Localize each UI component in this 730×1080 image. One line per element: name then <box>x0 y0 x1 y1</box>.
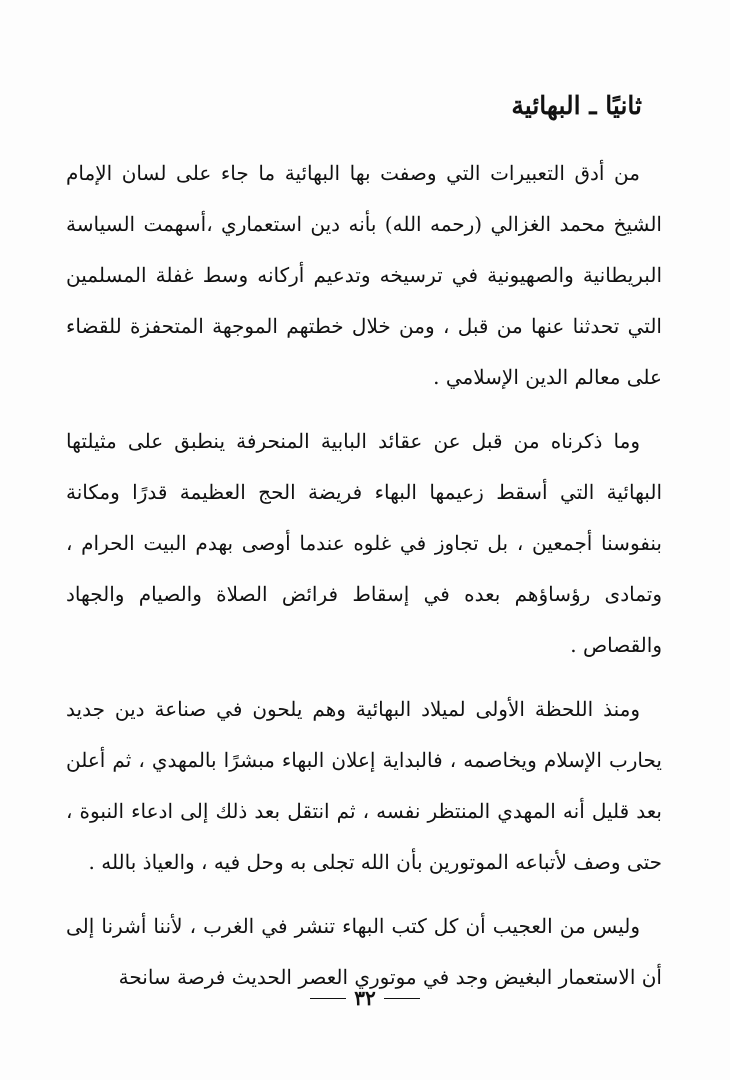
page-number: ٣٢ <box>354 986 376 1010</box>
paragraph-3: ومنذ اللحظة الأولى لميلاد البهائية وهم يلحون في صناعة دين جديد يحارب الإسلام ويخاصمه ، فالبداية إعلان البهاء مبشرًا بالمهدي ، ثم أعلن بعد قليل أنه المهدي المنتظر نفسه ، ثم انتقل بعد ذلك إلى ادعاء النبوة ، حتى وصف لأتباعه الموتورين بأن الله تجلى به وحل فيه ، والعياذ بالله . <box>66 697 662 874</box>
paragraph-2: وما ذكرناه من قبل عن عقائد البابية المنحرفة ينطبق على مثيلتها البهائية التي أسقط زعيمها البهاء فريضة الحج العظيمة قدرًا ومكانة بنفوسنا أجمعين ، بل تجاوز في غلوه عندما أوصى بهدم البيت الحرام ، وتمادى رؤساؤهم بعده في إسقاط فرائض الصلاة والصيام والجهاد والقصاص . <box>66 429 662 657</box>
footer-rule-left <box>310 998 346 999</box>
footer-rule-right <box>384 998 420 999</box>
page-body <box>66 148 662 1016</box>
page-footer <box>0 984 730 1012</box>
section-heading: ثانيًا ـ البهائية <box>511 91 642 120</box>
paragraph-4: وليس من العجيب أن كل كتب البهاء تنشر في الغرب ، لأننا أشرنا إلى أن الاستعمار البغيض وجد في موتوري العصر الحديث فرصة سانحة <box>66 914 662 989</box>
paragraph-1: من أدق التعبيرات التي وصفت بها البهائية ما جاء على لسان الإمام الشيخ محمد الغزالي (رحمه الله) بأنه دين استعماري ،أسهمت السياسة البريطانية والصهيونية في ترسيخه وتدعيم أركانه وسط غفلة المسلمين التي تحدثنا عنها من قبل ، ومن خلال خطتهم الموجهة المتحفزة للقضاء على معالم الدين الإسلامي . <box>66 161 662 389</box>
